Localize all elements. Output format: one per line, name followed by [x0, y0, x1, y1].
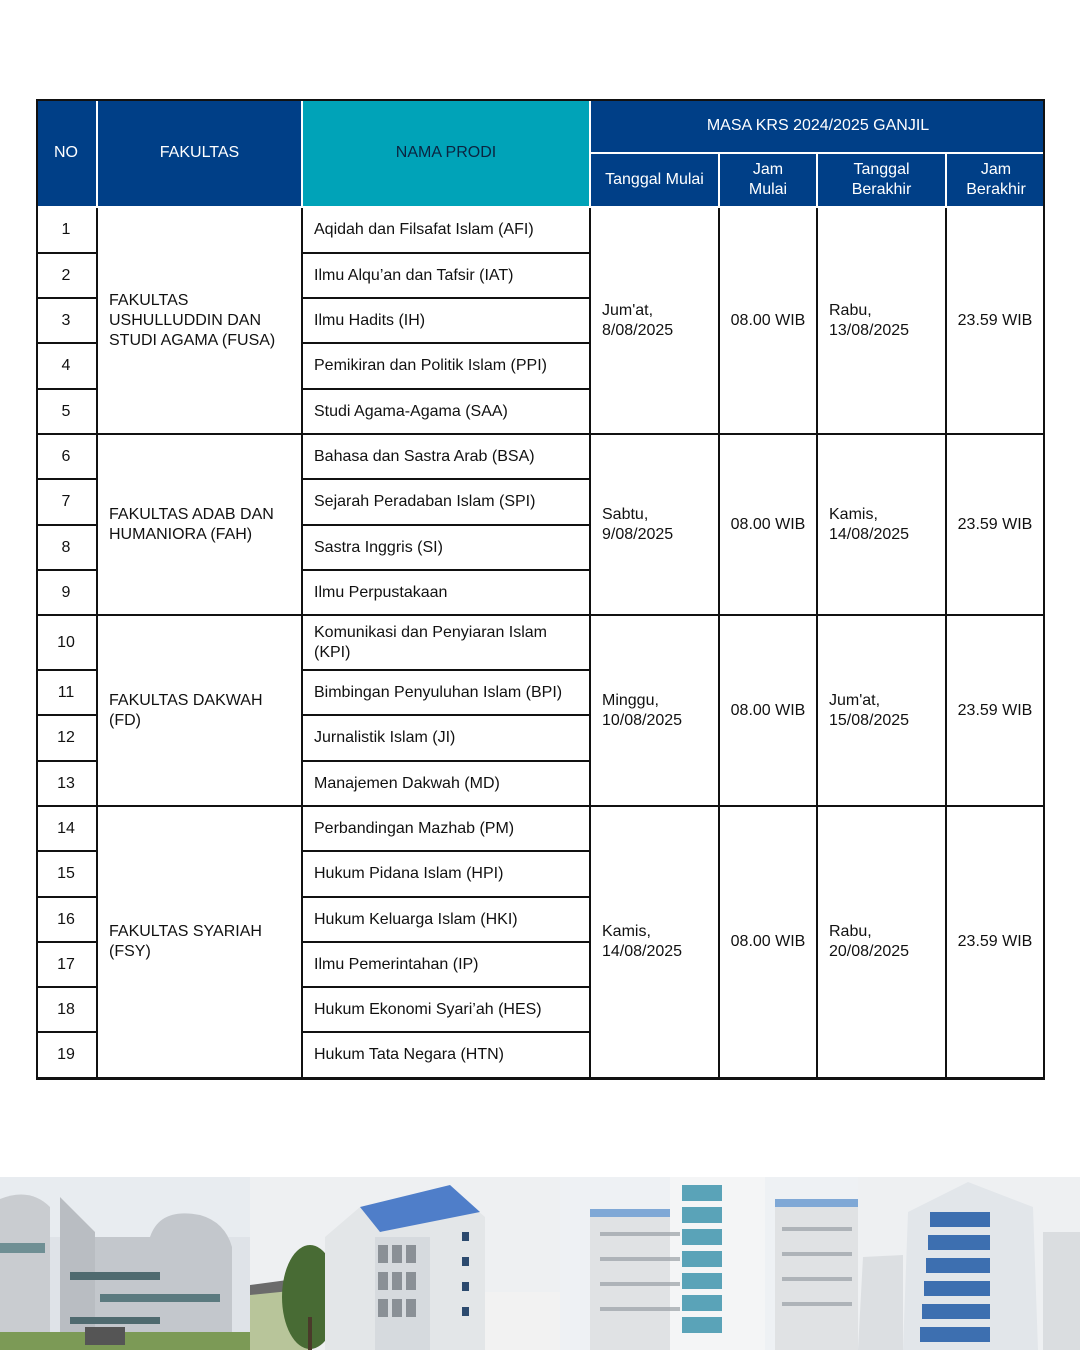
- row-number: 16: [36, 898, 98, 943]
- tanggal-berakhir: Rabu, 20/08/2025: [818, 807, 947, 1079]
- jam-berakhir: 23.59 WIB: [947, 435, 1045, 616]
- jam-berakhir: 23.59 WIB: [947, 208, 1045, 435]
- campus-building-photo: [250, 1177, 560, 1350]
- header-fakultas: FAKULTAS: [98, 99, 303, 208]
- prodi-name: Studi Agama-Agama (SAA): [303, 390, 591, 435]
- header-no: NO: [36, 99, 98, 208]
- fakultas-name: FAKULTAS ADAB DAN HUMANIORA (FAH): [98, 435, 303, 616]
- krs-schedule-table: [36, 99, 1045, 1080]
- row-number: 3: [36, 299, 98, 344]
- row-number: 1: [36, 208, 98, 254]
- jam-mulai: 08.00 WIB: [720, 208, 818, 435]
- tanggal-berakhir: Kamis, 14/08/2025: [818, 435, 947, 616]
- jam-mulai: 08.00 WIB: [720, 435, 818, 616]
- jam-mulai: 08.00 WIB: [720, 616, 818, 807]
- row-number: 15: [36, 852, 98, 898]
- campus-photo-strip: [0, 1177, 1080, 1350]
- row-number: 18: [36, 988, 98, 1033]
- tanggal-berakhir: Jum'at, 15/08/2025: [818, 616, 947, 807]
- prodi-name: Jurnalistik Islam (JI): [303, 716, 591, 762]
- jam-berakhir: 23.59 WIB: [947, 616, 1045, 807]
- row-number: 7: [36, 480, 98, 526]
- tanggal-mulai: Minggu, 10/08/2025: [591, 616, 720, 807]
- header-tanggal-mulai: Tanggal Mulai: [591, 154, 720, 208]
- row-number: 10: [36, 616, 98, 671]
- fakultas-name: FAKULTAS SYARIAH (FSY): [98, 807, 303, 1079]
- prodi-name: Hukum Tata Negara (HTN): [303, 1033, 591, 1079]
- prodi-name: Sejarah Peradaban Islam (SPI): [303, 480, 591, 526]
- row-number: 9: [36, 571, 98, 616]
- row-number: 4: [36, 344, 98, 390]
- row-number: 6: [36, 435, 98, 480]
- prodi-name: Bahasa dan Sastra Arab (BSA): [303, 435, 591, 480]
- header-nama-prodi: NAMA PRODI: [303, 99, 591, 208]
- prodi-name: Ilmu Perpustakaan: [303, 571, 591, 616]
- tanggal-mulai: Kamis, 14/08/2025: [591, 807, 720, 1079]
- prodi-name: Manajemen Dakwah (MD): [303, 762, 591, 807]
- prodi-name: Hukum Keluarga Islam (HKI): [303, 898, 591, 943]
- prodi-name: Komunikasi dan Penyiaran Islam (KPI): [303, 616, 591, 671]
- row-number: 2: [36, 254, 98, 299]
- fakultas-name: FAKULTAS USHULLUDDIN DAN STUDI AGAMA (FUSA): [98, 208, 303, 435]
- prodi-name: Hukum Ekonomi Syari’ah (HES): [303, 988, 591, 1033]
- header-jam-berakhir: Jam Berakhir: [947, 154, 1045, 208]
- tanggal-mulai: Jum'at, 8/08/2025: [591, 208, 720, 435]
- prodi-name: Bimbingan Penyuluhan Islam (BPI): [303, 671, 591, 716]
- prodi-name: Sastra Inggris (SI): [303, 526, 591, 571]
- prodi-name: Ilmu Hadits (IH): [303, 299, 591, 344]
- prodi-name: Aqidah dan Filsafat Islam (AFI): [303, 208, 591, 254]
- campus-building-photo: [560, 1177, 858, 1350]
- header-tanggal-berakhir: Tanggal Berakhir: [818, 154, 947, 208]
- row-number: 11: [36, 671, 98, 716]
- row-number: 14: [36, 807, 98, 852]
- tanggal-mulai: Sabtu, 9/08/2025: [591, 435, 720, 616]
- row-number: 19: [36, 1033, 98, 1079]
- row-number: 17: [36, 943, 98, 988]
- row-number: 12: [36, 716, 98, 762]
- row-number: 13: [36, 762, 98, 807]
- campus-building-photo: [858, 1177, 1080, 1350]
- jam-berakhir: 23.59 WIB: [947, 807, 1045, 1079]
- header-jam-mulai: Jam Mulai: [720, 154, 818, 208]
- tanggal-berakhir: Rabu, 13/08/2025: [818, 208, 947, 435]
- prodi-name: Pemikiran dan Politik Islam (PPI): [303, 344, 591, 390]
- prodi-name: Ilmu Alqu’an dan Tafsir (IAT): [303, 254, 591, 299]
- campus-building-photo: [0, 1177, 250, 1350]
- header-masa-krs: MASA KRS 2024/2025 GANJIL: [591, 99, 1045, 154]
- prodi-name: Ilmu Pemerintahan (IP): [303, 943, 591, 988]
- prodi-name: Perbandingan Mazhab (PM): [303, 807, 591, 852]
- row-number: 8: [36, 526, 98, 571]
- jam-mulai: 08.00 WIB: [720, 807, 818, 1079]
- row-number: 5: [36, 390, 98, 435]
- prodi-name: Hukum Pidana Islam (HPI): [303, 852, 591, 898]
- fakultas-name: FAKULTAS DAKWAH (FD): [98, 616, 303, 807]
